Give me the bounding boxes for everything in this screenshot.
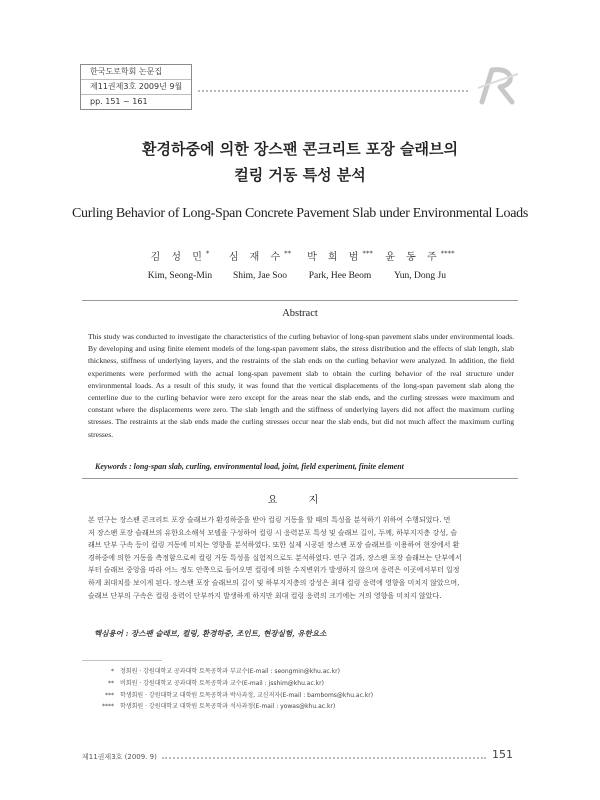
journal-name: 한국도로학회 논문집 (81, 65, 191, 80)
summary-line: 본 연구는 장스팬 콘크리트 포장 슬래브가 환경하중을 받아 컬링 거동을 할 때의 특성을 분석하기 위하여 수행되었다. 먼 (88, 516, 451, 524)
section-divider (82, 478, 518, 479)
footnote (88, 690, 508, 702)
author-name-english: Shim, Jae Soo (232, 271, 288, 281)
author-name-korean: 박 희 범 (307, 252, 363, 263)
author-affiliation-mark: *** (362, 249, 373, 258)
author-affiliation-mark: **** (440, 249, 455, 258)
author-name-korean: 윤 동 주 (385, 252, 441, 263)
journal-volume: 제11권제3호 2009년 9월 (81, 80, 191, 95)
footnote-mark: ** (108, 679, 114, 687)
footnote-text: 학생회원 · 강원대학교 대학원 토목공학과 박사과정, 교신저자(E-mail : bamboms@khu.ac.kr) (120, 691, 374, 699)
author-name-english: Yun, Dong Ju (394, 271, 446, 281)
title-english: Curling Behavior of Long-Span Concrete Pavement Slab under Environmental Loads (72, 206, 528, 221)
summary-line: 경하중에 의한 거동을 측정함으로써 컬링 거동 특성을 실험적으로도 분석하였다. 연구 결과, 장스팬 포장 슬래브는 단부에서 (88, 553, 462, 562)
page-number: 151 (492, 748, 513, 761)
footnote-mark: *** (105, 691, 114, 699)
author (140, 248, 220, 281)
author-affiliation-mark: ** (284, 249, 292, 258)
author-name-korean: 김 성 민 (150, 252, 206, 263)
summary-line: 하게 최대치를 보이게 된다. 장스팬 포장 슬래브의 길이 및 하부지지층의 강성은 최대 컬링 응력에 영향을 미치지 않았으며, (88, 578, 460, 587)
summary-line: 저 장스팬 포장 슬래브의 유한요소해석 모델을 구성하여 컬링 시 응력분포 특성 및 슬래브 길이, 두께, 하부지지층 강성, 슬 (88, 528, 458, 537)
footnote-divider (82, 660, 162, 661)
author-list (140, 248, 460, 281)
stylized-R-logo-icon (472, 64, 522, 106)
footnote-mark: * (111, 668, 114, 675)
header-dotted-rule (198, 90, 468, 92)
abstract-body: This study was conducted to investigate the characteristics of the curling behavior of long-span pavement slabs under environmental loads. By developing and using finite element models of the long-span pavement slabs, the stress distribution and the effects of slab length, slab thickness, stiffness of underlying layers, and the restraints of the slab ends on the curling behavior were analyzed. In addition, the field experiments were performed with the actual long-span pavement slab to obtain the curling behavior of the real structure under environmental loads. As a result of this study, it was found that the vertical displacements of the long-span pavement slab along the centerline due to the curling behavior were zero except for the areas near the slab ends, and the curling stresses were maximum and constant where the displacements were zero. The slab length and the stiffness of underlying layers did not affect the maximum curling stresses. The restraints at the slab ends made the curling stresses occur near the slab ends, but did not much affect the maximum curling stresses. (88, 332, 514, 439)
footer-issue: 제11권제3호 (2009. 9) (82, 753, 157, 761)
author-affiliation-mark: * (205, 249, 210, 258)
journal-pages: pp. 151 ~ 161 (90, 97, 148, 106)
summary-line: 래브 단부 구속 등이 컬링 거동에 미치는 영향을 분석하였다. 또한 실제 시공된 장스팬 포장 슬래브를 이용하여 현장에서 환 (88, 541, 460, 550)
footnote-mark: **** (102, 703, 114, 711)
summary-body (88, 514, 514, 602)
author (380, 248, 460, 281)
title-korean-line1: 환경하중에 의한 장스팬 콘크리트 포장 슬래브의 (142, 140, 458, 158)
author (300, 248, 380, 281)
footnote (88, 701, 508, 713)
summary-line: 슬래브 단부의 구속은 컬링 응력이 단부까지 발생하게 하지만 최대 컬링 응력의 크기에는 거의 영향을 미치지 않았다. (88, 591, 442, 600)
keywords-korean: 핵심용어 : 장스팬 슬래브, 컬링, 환경하중, 조인트, 현장실험, 유한요소 (94, 629, 327, 638)
author-name-korean: 심 재 수 (228, 252, 285, 263)
author-name-english: Kim, Seong-Min (147, 271, 213, 281)
footer-dotted-rule (162, 757, 486, 759)
footnote (88, 666, 508, 678)
journal-info-box (80, 64, 192, 110)
footnote-text: 정회원 · 강원대학교 공과대학 토목공학과 부교수(E-mail : seongmin@khu.ac.kr) (120, 668, 340, 675)
footnote-text: 학생회원 · 강원대학교 대학원 토목공학과 석사과정(E-mail : yowas@khu.ac.kr) (120, 703, 336, 711)
keywords-english: Keywords : long-span slab, curling, environmental load, joint, field experiment, finite element (95, 462, 404, 471)
footnotes (88, 666, 508, 713)
summary-line: 부터 슬래브 중앙을 따라 어느 정도 안쪽으로 들어오면 컬링에 의한 수직변위가 발생하지 않으며 응력은 이곳에서부터 일정 (88, 566, 460, 575)
footnote (88, 678, 508, 690)
author (220, 248, 300, 281)
section-divider (82, 300, 518, 301)
title-korean-line2: 컬링 거동 특성 분석 (234, 166, 366, 184)
footnote-text: 비회원 · 강원대학교 공과대학 토목공학과 교수(E-mail : jsshim@khu.ac.kr) (120, 679, 324, 687)
abstract-heading: Abstract (282, 308, 318, 319)
author-name-english: Park, Hee Beom (308, 271, 372, 281)
summary-heading: 요 지 (267, 495, 333, 506)
